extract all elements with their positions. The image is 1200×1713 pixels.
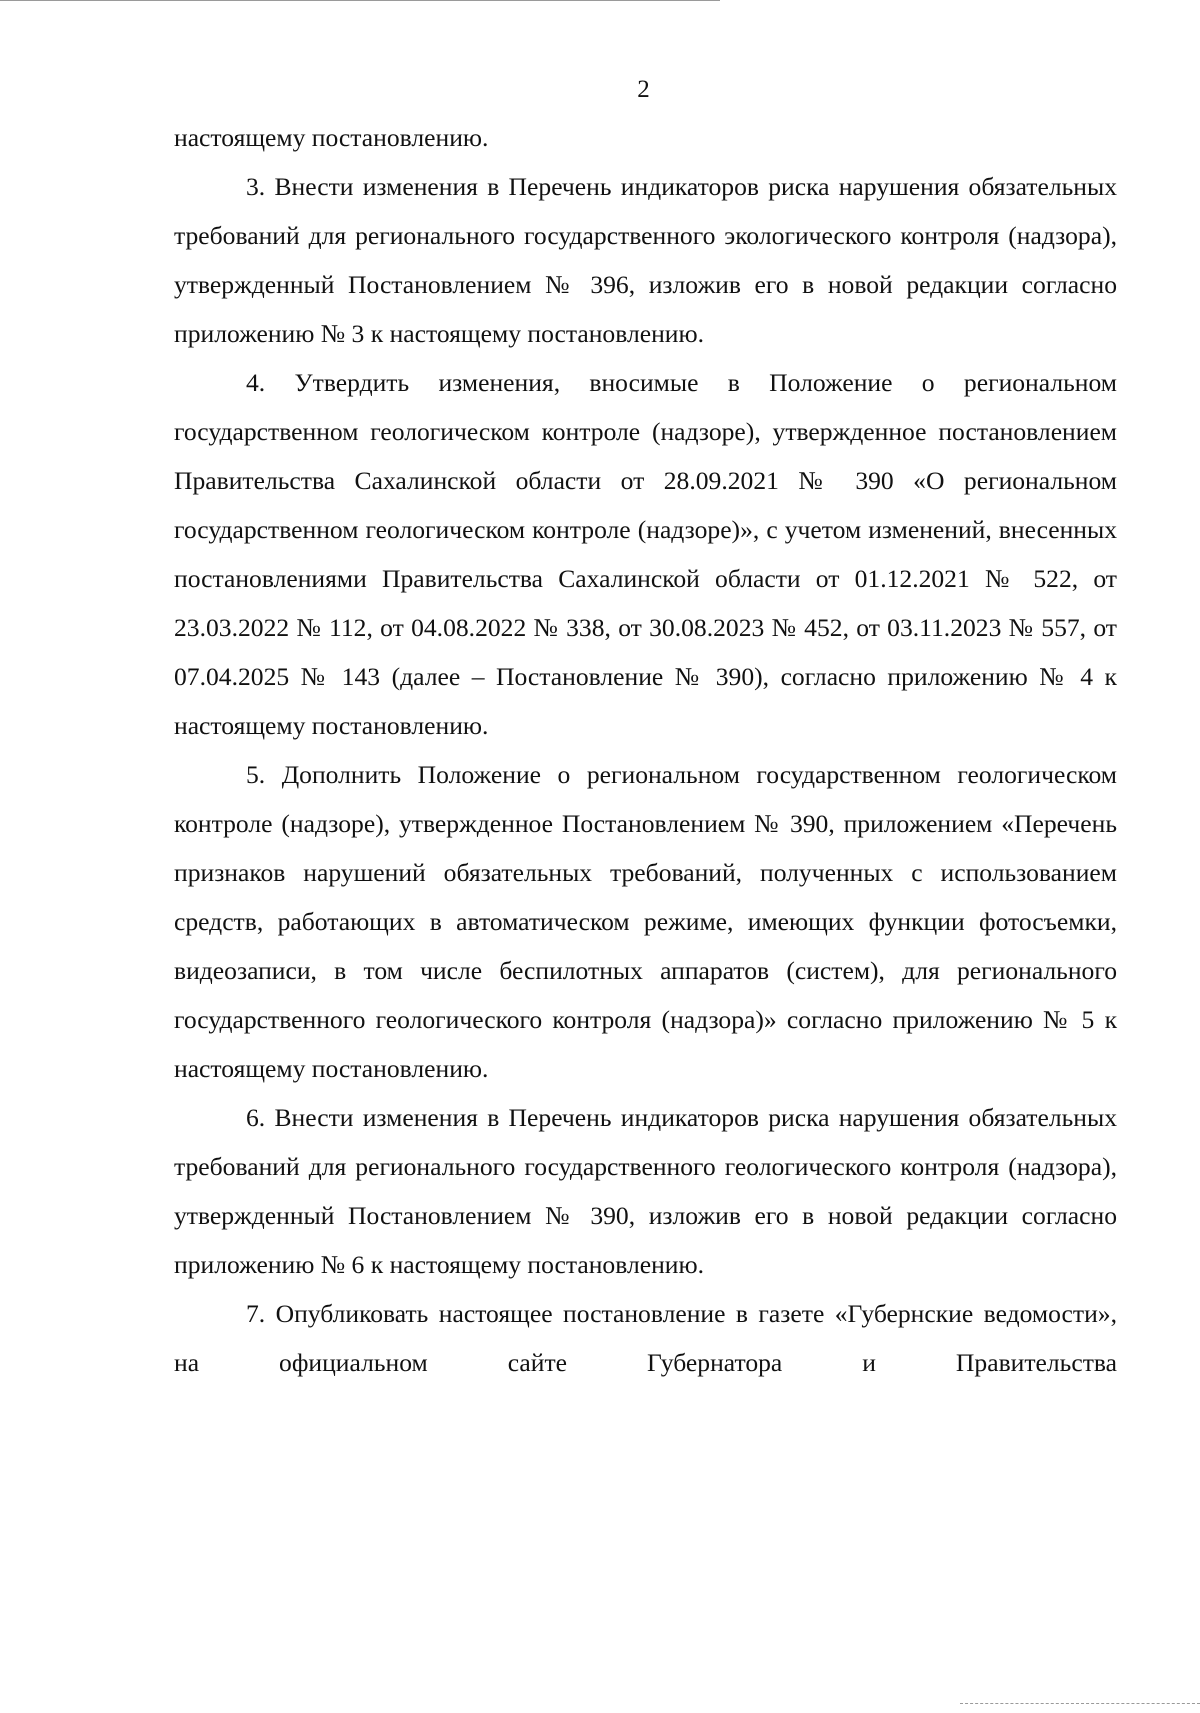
scan-edge-bottom [960, 1703, 1200, 1705]
paragraph-item-7: 7. Опубликовать настоящее постановление в газете «Губернские ведомости», на официальном сайте Губернатора и Правительства [174, 1299, 1117, 1377]
scan-edge-top [0, 0, 720, 1]
paragraph-item-3: 3. Внести изменения в Перечень индикаторов риска нарушения обязательных требований для регионального государственного экологического контроля (надзора), утвержденный Постановлением № 396, изложив его в новой редакции согласно приложению № 3 к настоящему постановлению. [174, 172, 1117, 348]
paragraph-item-5: 5. Дополнить Положение о региональном государственном геологическом контроле (надзоре), утвержденное Постановлением № 390, приложением «Перечень признаков нарушений обязательных требований, полученных с использованием средств, работающих в автоматическом режиме, имеющих функции фотосъемки, видеозаписи, в том числе беспилотных аппаратов (систем), для регионального государственного геологического контроля (надзора)» согласно приложению № 5 к настоящему постановлению. [174, 760, 1117, 1083]
paragraph-item-4: 4. Утвердить изменения, вносимые в Положение о региональном государственном геологическом контроле (надзоре), утвержденное постановлением Правительства Сахалинской области от 28.09.2021 № 390 «О региональном государственном геологическом контроле (надзоре)», с учетом изменений, внесенных постановлениями Правительства Сахалинской области от 01.12.2021 № 522, от 23.03.2022 № 112, от 04.08.2022 № 338, от 30.08.2023 № 452, от 03.11.2023 № 557, от 07.04.2025 № 143 (далее – Постановление № 390), согласно приложению № 4 к настоящему постановлению. [174, 368, 1117, 740]
paragraph-continuation: настоящему постановлению. [174, 123, 489, 152]
document-body [174, 113, 1117, 1387]
page-number: 2 [637, 76, 650, 103]
paragraph-item-6: 6. Внести изменения в Перечень индикаторов риска нарушения обязательных требований для регионального государственного геологического контроля (надзора), утвержденный Постановлением № 390, изложив его в новой редакции согласно приложению № 6 к настоящему постановлению. [174, 1103, 1117, 1279]
